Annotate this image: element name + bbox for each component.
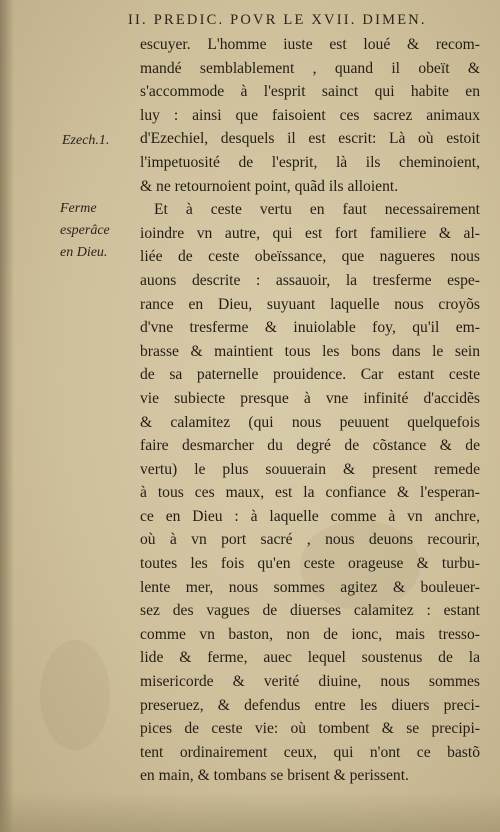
paper-stain bbox=[40, 640, 110, 750]
text-line: preseruez, & defendus entre les diuers preci- bbox=[140, 696, 480, 714]
text-line: à tous ces maux, est la confiance & l'esperan- bbox=[140, 484, 480, 502]
running-head: II. PREDIC. POVR LE XVII. DIMEN. bbox=[128, 12, 427, 28]
text-line: lente mer, nous sommes agitez & bouleuer- bbox=[140, 578, 480, 596]
text-line: & ne retournoient point, quãd ils alloient. bbox=[140, 177, 399, 195]
text-line: ioindre vn autre, qui est fort familiere & al- bbox=[140, 224, 480, 242]
text-line: d'Ezechiel, desquels il est escrit: Là où estoit bbox=[140, 130, 480, 148]
text-line: où à vn port sacré , nous deuons recourir, bbox=[140, 531, 480, 549]
text-line: d'vne tresferme & inuiolable foy, qu'il em- bbox=[140, 319, 480, 337]
text-line: brasse & maintient tous les bons dans le sein bbox=[140, 342, 480, 360]
text-line: comme vn baston, non de ionc, mais tresso- bbox=[140, 625, 480, 643]
text-line: rance en Dieu, suyuant laquelle nous croyõs bbox=[140, 295, 480, 313]
text-line: de sa paternelle prouidence. Car estant ceste bbox=[140, 366, 480, 384]
text-line: misericorde & verité diuine, nous sommes bbox=[140, 673, 480, 691]
text-line: liée de ceste obeïssance, que nagueres nous bbox=[140, 248, 480, 266]
margin-note-line: en Dieu. bbox=[60, 245, 108, 260]
text-line: ce en Dieu : à laquelle comme à vn anchre, bbox=[140, 507, 480, 525]
text-line: vertu) le plus souuerain & present remede bbox=[140, 460, 480, 478]
text-line: l'impetuosité de l'esprit, là ils cheminoient, bbox=[140, 153, 480, 171]
text-line: toutes les fois qu'en ceste orageuse & turbu- bbox=[140, 555, 480, 573]
text-line: tent ordinairement ceux, qui n'ont ce bastõ bbox=[140, 743, 480, 761]
text-line: & calamitez (qui nous peuuent quelquefois bbox=[140, 413, 480, 431]
body-text bbox=[140, 33, 480, 788]
text-line: Et à ceste vertu en faut necessairement bbox=[154, 201, 480, 219]
margin-note-line: esperâce bbox=[60, 223, 110, 238]
text-line: escuyer. L'homme iuste est loué & recom- bbox=[140, 36, 480, 53]
text-line: s'accommode à l'esprit sainct qui habite en bbox=[140, 83, 480, 101]
text-line: faire desmarcher du degré de cõstance & de bbox=[140, 437, 480, 455]
margin-note-ferme-esperance bbox=[60, 198, 110, 264]
text-line: vie subiecte presque à vne infinité d'accidẽs bbox=[140, 389, 480, 407]
margin-note-ezechiel: Ezech.1. bbox=[62, 133, 110, 148]
text-line: mandé semblablement , quand il obeït & bbox=[140, 59, 480, 77]
page-gutter-shadow bbox=[0, 0, 14, 832]
margin-note-line: Ferme bbox=[60, 201, 97, 216]
text-line: en main, & tombans se brisent & perissent. bbox=[140, 767, 409, 785]
text-line: lide & ferme, auec lequel soustenus de la bbox=[140, 649, 480, 667]
text-line: pices de ceste vie: où tombent & se precipi- bbox=[140, 720, 480, 738]
page-bottom-shadow bbox=[0, 792, 500, 832]
text-line: sez des vagues de diuerses calamitez : estant bbox=[140, 602, 480, 620]
text-line: auons descrite : assauoir, la tresferme espe- bbox=[140, 271, 480, 289]
text-line: luy : ainsi que faisoient ces sacrez animaux bbox=[140, 106, 480, 124]
